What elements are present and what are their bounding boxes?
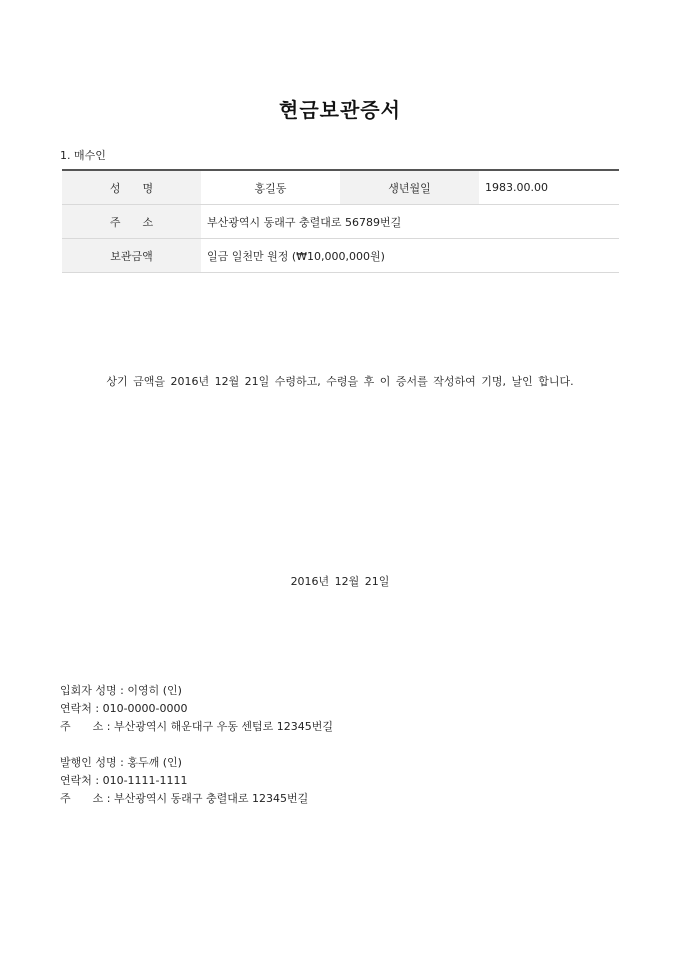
address-value: 부산광역시 동래구 충렬대로 56789번길 <box>201 205 619 239</box>
witness-name: 입회자 성명 : 이영히 (인) <box>60 684 182 697</box>
section-label-buyer: 1. 매수인 <box>60 149 106 162</box>
table-row <box>62 239 619 273</box>
amount-value: 일금 일천만 원정 (₩10,000,000원) <box>201 239 619 273</box>
amount-label: 보관금액 <box>62 239 201 273</box>
name-value: 홍길동 <box>201 170 340 205</box>
birthdate-value: 1983.00.00 <box>479 170 619 205</box>
birthdate-label: 생년월일 <box>340 170 479 205</box>
statement-text: 상기 금액을 2016년 12월 21일 수령하고, 수령을 후 이 증서를 작성하여 기명, 날인 합니다. <box>106 375 574 388</box>
name-label: 성 명 <box>62 170 201 205</box>
document-date: 2016년 12월 21일 <box>290 575 390 588</box>
issuer-contact: 연락처 : 010-1111-1111 <box>60 774 188 787</box>
issuer-address: 주 소 : 부산광역시 동래구 충렬대로 12345번길 <box>60 792 309 805</box>
table-row <box>62 205 619 239</box>
witness-block <box>60 682 333 736</box>
issuer-block <box>60 754 308 808</box>
table-row <box>62 170 619 205</box>
buyer-info-table <box>62 169 619 273</box>
witness-contact: 연락처 : 010-0000-0000 <box>60 702 188 715</box>
document-title: 현금보관증서 <box>279 98 401 122</box>
address-label: 주 소 <box>62 205 201 239</box>
issuer-name: 발행인 성명 : 홍두깨 (인) <box>60 756 182 769</box>
witness-address: 주 소 : 부산광역시 해운대구 우동 센텀로 12345번길 <box>60 720 333 733</box>
